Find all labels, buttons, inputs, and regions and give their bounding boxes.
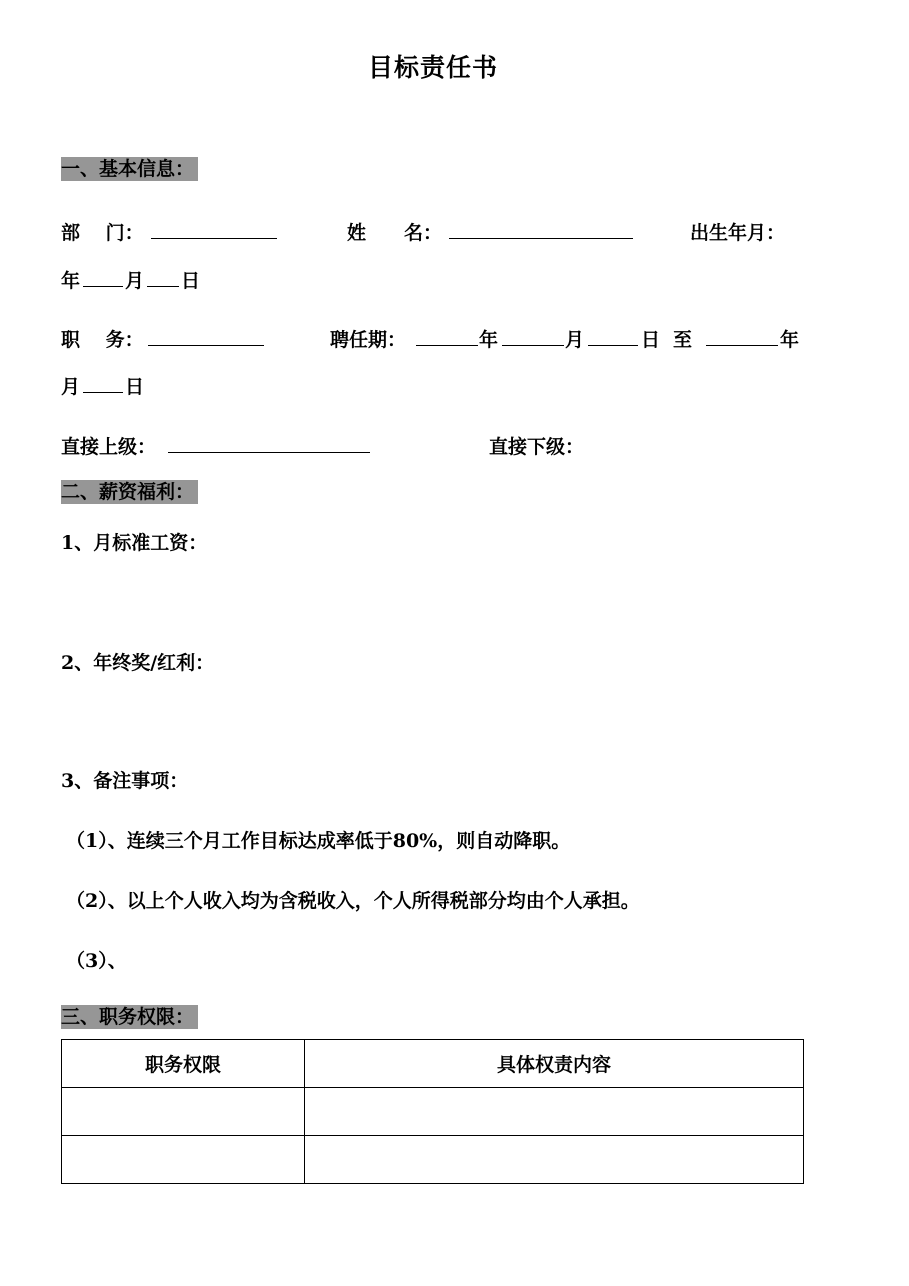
- term-start-month-field[interactable]: [502, 329, 564, 346]
- name-field[interactable]: [449, 222, 633, 239]
- term-start-year-unit: 年: [479, 329, 499, 351]
- birth-label: 出生年月：: [690, 222, 786, 244]
- term-end-day-unit: 日: [125, 376, 145, 398]
- term-end-year-field[interactable]: [706, 329, 778, 346]
- name-label: 姓 名：: [347, 222, 443, 244]
- note-3: （3）、: [66, 950, 127, 972]
- section-basic-info: 一、基本信息：: [61, 157, 198, 181]
- table-header-row: [62, 1040, 804, 1088]
- term-start-year-field[interactable]: [416, 329, 478, 346]
- table-cell[interactable]: [305, 1136, 804, 1184]
- note-2: （2）、以上个人收入均为含税收入，个人所得税部分均由个人承担。: [66, 890, 640, 912]
- term-to-label: 至: [673, 329, 693, 351]
- page-title: 目标责任书: [367, 53, 498, 82]
- header-content: 具体权责内容: [305, 1040, 804, 1088]
- rights-table: [61, 1039, 804, 1184]
- birth-day-unit: 日: [181, 270, 201, 292]
- salary-item-2: 2、年终奖/红利：: [61, 652, 215, 674]
- term-label: 聘任期：: [330, 329, 407, 351]
- department-label: 部 门：: [61, 222, 144, 244]
- note-1: （1）、连续三个月工作目标达成率低于80%，则自动降职。: [66, 830, 571, 852]
- department-field[interactable]: [151, 222, 277, 239]
- term-start-month-unit: 月: [565, 329, 585, 351]
- birth-year-unit: 年: [61, 270, 81, 292]
- salary-item-1: 1、月标准工资：: [61, 532, 208, 554]
- term-end-year-unit: 年: [780, 329, 800, 351]
- table-row: [62, 1136, 804, 1184]
- section-salary: 二、薪资福利：: [61, 480, 198, 504]
- table-cell[interactable]: [62, 1136, 305, 1184]
- term-end-month-unit: 月: [61, 376, 81, 398]
- position-label: 职 务：: [61, 329, 144, 351]
- birth-day-field[interactable]: [147, 270, 179, 287]
- term-start-day-field[interactable]: [588, 329, 638, 346]
- superior-label: 直接上级：: [61, 436, 157, 458]
- table-cell[interactable]: [62, 1088, 305, 1136]
- birth-month-unit: 月: [125, 270, 145, 292]
- term-end-day-field[interactable]: [83, 376, 123, 393]
- term-start-day-unit: 日: [641, 329, 661, 351]
- subordinate-label: 直接下级：: [489, 436, 585, 458]
- superior-field[interactable]: [168, 436, 370, 453]
- birth-month-field[interactable]: [83, 270, 123, 287]
- header-rights: 职务权限: [62, 1040, 305, 1088]
- table-row: [62, 1088, 804, 1136]
- table-cell[interactable]: [305, 1088, 804, 1136]
- section-rights: 三、职务权限：: [61, 1005, 198, 1029]
- position-field[interactable]: [148, 329, 264, 346]
- salary-item-3: 3、备注事项：: [61, 770, 189, 792]
